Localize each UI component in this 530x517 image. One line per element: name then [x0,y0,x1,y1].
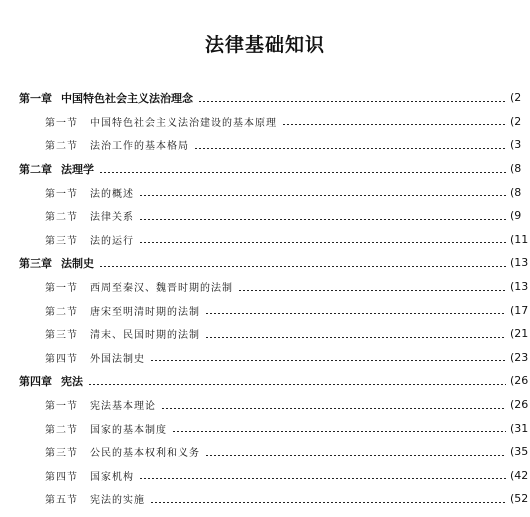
toc-entry-label: 西周至秦汉、魏晋时期的法制 [90,283,233,295]
toc-section[interactable] [0,487,530,511]
document-title: 法律基础知识 [204,34,325,56]
toc-leader-dots [139,219,506,220]
toc-entry-number: 第二节 [45,212,78,224]
toc-section[interactable] [0,204,530,228]
toc-leader-dots [139,242,506,243]
toc-section[interactable] [0,393,530,417]
toc-leader-dots [99,266,506,267]
toc-entry-page: (11 [510,232,529,246]
toc-entry-label: 中国特色社会主义法治理念 [61,91,193,105]
toc-entry-page: (8 [510,162,522,176]
toc-entry-number: 第五节 [45,495,78,507]
toc-leader-dots [194,148,506,149]
toc-entry-label: 法律关系 [90,212,134,224]
toc-entry-number: 第一章 [19,91,52,105]
toc-entry-number: 第一节 [45,401,78,413]
toc-section[interactable] [0,133,530,157]
toc-entry-label: 宪法基本理论 [90,401,156,413]
toc-entry-page: (26 [510,398,529,412]
toc-entry-label: 外国法制史 [90,353,145,365]
toc-entry-page: (17 [510,303,529,317]
toc-entry-page: (13 [510,280,529,294]
toc-entry-label: 唐宋至明清时期的法制 [90,306,200,318]
toc-entry-number: 第二节 [45,424,78,436]
toc-entry-label: 法的运行 [90,235,134,247]
toc-entry-number: 第二节 [45,141,78,153]
toc-entry-number: 第二章 [19,162,52,176]
toc-leader-dots [238,290,506,291]
toc-entry-label: 公民的基本权利和义务 [90,448,200,460]
toc-entry-page: (42 [510,468,529,482]
toc-section[interactable] [0,440,530,464]
toc-leader-dots [88,384,506,385]
toc-section[interactable] [0,322,530,346]
toc-leader-dots [99,172,506,173]
toc-entry-page: (23 [510,350,529,364]
toc-entry-label: 法理学 [61,162,94,176]
toc-entry-number: 第二节 [45,306,78,318]
toc-entry-number: 第一节 [45,117,78,129]
toc-chapter-3[interactable] [0,251,530,275]
toc-entry-page: (31 [510,421,529,435]
toc-section[interactable] [0,275,530,299]
toc-entry-label: 法制史 [61,256,94,270]
toc-entry-label: 中国特色社会主义法治建设的基本原理 [90,117,277,129]
toc-entry-number: 第四节 [45,471,78,483]
toc-leader-dots [150,502,506,503]
toc-entry-page: (9 [510,209,522,223]
toc-entry-page: (35 [510,445,529,459]
toc-entry-label: 国家的基本制度 [90,424,167,436]
toc-leader-dots [205,313,506,314]
toc-section[interactable] [0,228,530,252]
toc-entry-number: 第四节 [45,353,78,365]
toc-section[interactable] [0,464,530,488]
toc-leader-dots [161,408,506,409]
toc-entry-page: (2 [510,91,522,105]
toc-leader-dots [139,195,506,196]
toc-chapter-1[interactable] [0,86,530,110]
toc-entry-page: (52 [510,492,529,506]
toc-leader-dots [150,360,506,361]
toc-entry-label: 法的概述 [90,188,134,200]
toc-leader-dots [205,455,506,456]
toc-leader-dots [198,101,506,102]
toc-entry-page: (8 [510,185,522,199]
toc-entry-label: 清末、民国时期的法制 [90,330,200,342]
toc-entry-number: 第三节 [45,235,78,247]
toc-entry-number: 第一节 [45,283,78,295]
toc-chapter-2[interactable] [0,157,530,181]
toc-section[interactable] [0,416,530,440]
toc-entry-label: 宪法 [61,374,83,388]
toc-entry-number: 第一节 [45,188,78,200]
toc-entry-page: (2 [510,114,522,128]
toc-leader-dots [172,431,506,432]
toc-leader-dots [282,124,506,125]
toc-section[interactable] [0,346,530,370]
toc-entry-label: 法治工作的基本格局 [90,141,189,153]
toc-entry-page: (13 [510,256,529,270]
toc-section[interactable] [0,110,530,134]
toc-leader-dots [205,337,506,338]
toc-section[interactable] [0,180,530,204]
toc-entry-number: 第四章 [19,374,52,388]
toc-entry-number: 第三节 [45,448,78,460]
toc-entry-page: (26 [510,374,529,388]
toc-entry-number: 第三章 [19,256,52,270]
toc-leader-dots [139,478,506,479]
toc-section[interactable] [0,298,530,322]
toc-entry-page: (21 [510,327,529,341]
table-of-contents [0,86,530,511]
toc-entry-label: 国家机构 [90,471,134,483]
toc-entry-page: (3 [510,138,522,152]
toc-entry-label: 宪法的实施 [90,495,145,507]
toc-chapter-4[interactable] [0,369,530,393]
toc-entry-number: 第三节 [45,330,78,342]
